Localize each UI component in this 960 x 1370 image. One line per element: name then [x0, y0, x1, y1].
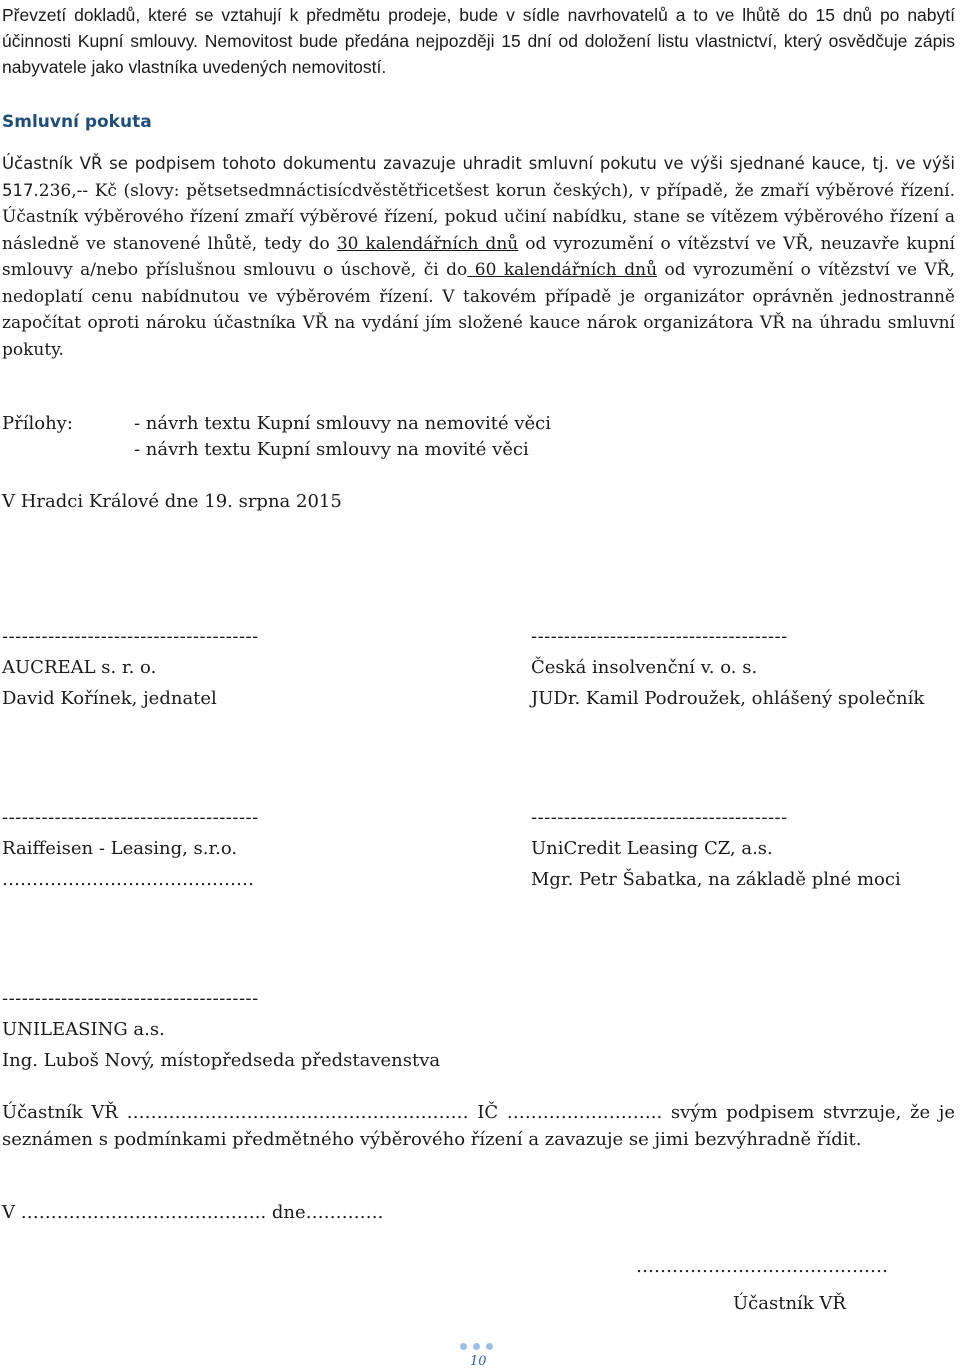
penalty-heading: Smluvní pokuta	[2, 112, 152, 132]
deadline-30-days: 30 kalendářních dnů	[336, 233, 519, 254]
penalty-text-1: Účastník VŘ se podpisem tohoto dokumentu zavazuje uhradit smluvní pokutu ve výši sjednané kauce, tj. ve výši 517.	[2, 154, 955, 200]
place-date-line: V ………………………………….. dne………….	[2, 1202, 384, 1223]
penalty-paragraph	[2, 151, 955, 363]
participant-consent-paragraph: Účastník VŘ ………………………………………………… IČ …………………….. svým podpisem stvrzuje, že je seznámen s podmínkami předmětného výběrového řízení a zavazuje se jimi bezvýhradně řídit.	[2, 1102, 955, 1150]
signatory-person: David Kořínek, jednatel	[2, 688, 217, 709]
penalty-text-4: od vyrozumění o vítězství ve VŘ, neuzavře kupní smlouvy a/nebo příslušnou smlouvu o úschově, či do	[2, 233, 955, 280]
page-number: 10	[470, 1354, 487, 1369]
signatory-company: UNILEASING a.s.	[2, 1019, 165, 1040]
penalty-text-2: 236,-- Kč (slovy: pětsetsedmnáctisícdvěstětřicetšest korun českých), v případě, že zmaří výběrové řízení.	[38, 180, 955, 201]
signatory-person: Mgr. Petr Šabatka, na základě plné moci	[531, 869, 901, 890]
participant-signature-label: Účastník VŘ	[733, 1293, 846, 1314]
signatory-company: Česká insolvenční v. o. s.	[531, 657, 758, 678]
deadline-60-days: 60 kalendářních dnů	[467, 260, 658, 280]
signatory-person: JUDr. Kamil Podroužek, ohlášený společník	[531, 688, 925, 709]
signature-line: ---------------------------------------	[2, 626, 259, 647]
signature-block-unicredit	[531, 802, 901, 895]
date-line: V Hradci Králové dne 19. srpna 2015	[2, 491, 342, 512]
signatory-person: Ing. Luboš Nový, místopředseda představenstva	[2, 1050, 441, 1071]
penalty-text-3: Účastník výběrového řízení zmaří výběrové řízení, pokud učiní nabídku, stane se vítězem výběrového řízení a následně ve stanovené lhůtě, tedy do	[2, 207, 955, 254]
attachments-label: Přílohy:	[2, 413, 73, 434]
attachment-item: - návrh textu Kupní smlouvy na movité věci	[134, 439, 529, 460]
intro-paragraph: Převzetí dokladů, které se vztahují k předmětu prodeje, bude v sídle navrhovatelů a to ve lhůtě do 15 dnů po nabytí účinnosti Kupní smlouvy. Nemovitost bude předána nejpozději 15 dní od doložení listu vlastnictví, který osvědčuje zápis nabyvatele jako vlastníka uvedených nemovitostí.	[2, 5, 955, 77]
signature-block-raiffeisen	[2, 802, 259, 895]
signatory-company: AUCREAL s. r. o.	[2, 657, 157, 678]
signature-block-aucreal	[2, 621, 259, 714]
footer-dots-icon	[460, 1343, 493, 1350]
signature-block-unileasing	[2, 983, 440, 1076]
signature-line: ---------------------------------------	[2, 807, 259, 828]
signatory-company: Raiffeisen - Leasing, s.r.o.	[2, 838, 238, 859]
signature-line: ---------------------------------------	[531, 807, 788, 828]
penalty-text-5: od vyrozumění o vítězství ve VŘ, nedoplatí cenu nabídnutou ve výběrovém řízení. V takovém případě je organizátor oprávněn jednostranně započítat oproti nároku účastníka VŘ na vydání jím složené kauce nárok organizátora VŘ na úhradu smluvní pokuty.	[2, 260, 955, 360]
attachment-item: - návrh textu Kupní smlouvy na nemovité věci	[134, 413, 551, 434]
signature-line: ---------------------------------------	[531, 626, 788, 647]
signatory-company: UniCredit Leasing CZ, a.s.	[531, 838, 773, 859]
signature-line: ---------------------------------------	[2, 988, 259, 1009]
signature-block-ceska-insolvencni	[531, 621, 924, 714]
participant-signature-line: ……………………………………	[636, 1256, 888, 1277]
signatory-person: ……………………………………	[2, 869, 254, 890]
